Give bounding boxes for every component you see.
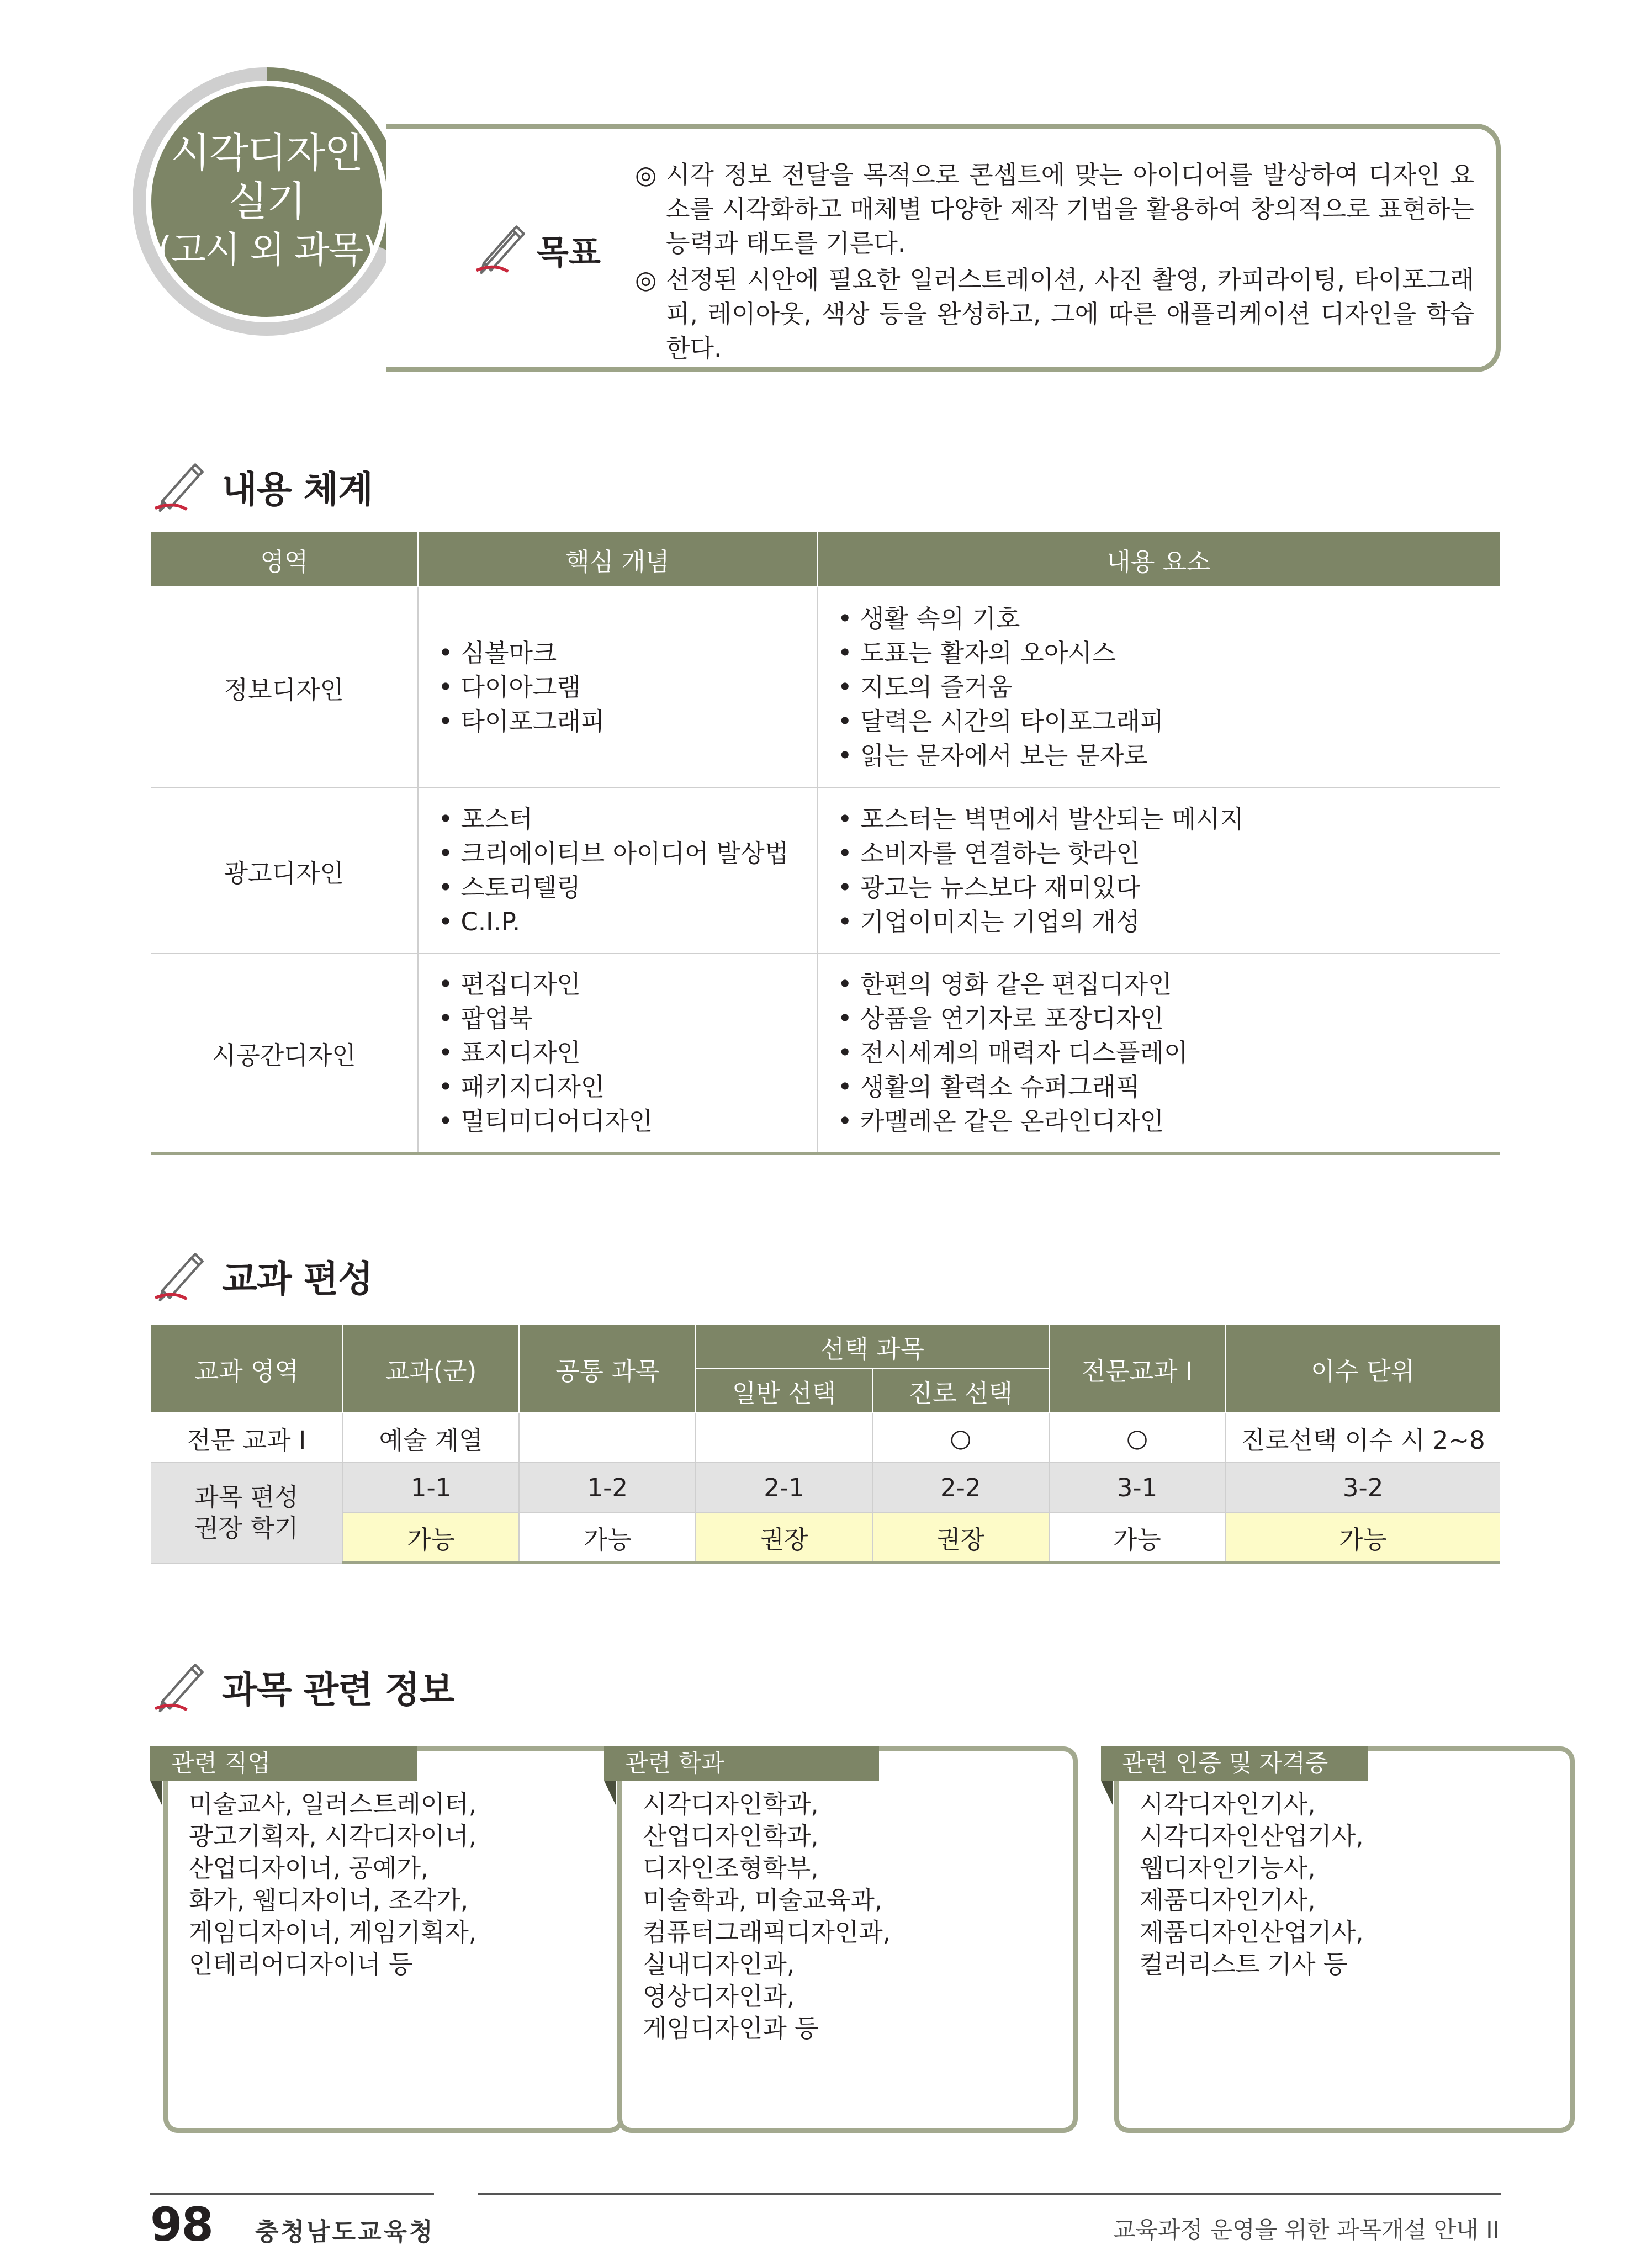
concept-item: • 스토리텔링 <box>438 871 817 905</box>
concepts-cell <box>418 954 817 1153</box>
area-cell: 정보디자인 <box>151 587 418 788</box>
footer-divider <box>478 2193 1501 2195</box>
pencil-icon <box>470 218 531 279</box>
concepts-cell <box>418 587 817 788</box>
goal-text-2: 선정된 시안에 필요한 일러스트레이션, 사진 촬영, 카피라이팅, 타이포그래피, 레이아웃, 색상 등을 완성하고, 그에 따른 애플리케이션 디자인을 학습한다. <box>666 265 1474 363</box>
concept-item: • 크리에이티브 아이디어 발상법 <box>438 836 817 871</box>
subject-title-line-3: (고시 외 과목) <box>157 229 376 271</box>
concept-item: • 심볼마크 <box>438 636 817 670</box>
recommend-label-line-2: 권장 학기 <box>194 1513 299 1543</box>
section-heading-content <box>149 456 373 517</box>
pencil-icon <box>149 1246 210 1306</box>
related-majors-box <box>604 1746 1077 2133</box>
section-heading-curriculum <box>149 1246 373 1306</box>
section-title: 내용 체계 <box>222 468 373 511</box>
section-title: 과목 관련 정보 <box>222 1669 454 1711</box>
goal-bullet: ◎ <box>635 265 657 294</box>
recommend-label-cell <box>151 1463 343 1563</box>
table-cell <box>519 1413 696 1463</box>
concepts-cell <box>418 788 817 954</box>
column-header: 선택 과목 <box>696 1325 1049 1369</box>
concept-item: • 패키지디자인 <box>438 1070 817 1104</box>
element-item: • 도표는 활자의 오아시스 <box>838 636 1500 670</box>
pencil-icon <box>149 456 210 517</box>
info-tab: 관련 학과 <box>604 1746 879 1781</box>
semester-cell: 2-2 <box>872 1463 1049 1512</box>
tab-fold <box>150 1781 162 1806</box>
page-number: 98 <box>150 2198 213 2252</box>
element-item: • 한편의 영화 같은 편집디자인 <box>838 967 1500 1002</box>
pencil-icon <box>149 1656 210 1717</box>
info-tab: 관련 직업 <box>150 1746 417 1781</box>
recommend-label-line-1: 과목 편성 <box>194 1482 299 1512</box>
table-header-row <box>151 532 1500 587</box>
element-item: • 생활의 활력소 슈퍼그래픽 <box>838 1070 1500 1104</box>
content-system-table <box>150 532 1501 1155</box>
goal-text-1: 시각 정보 전달을 목적으로 콘셉트에 맞는 아이디어를 발상하여 디자인 요소를 시각화하고 매체별 다양한 제작 기법을 활용하여 창의적으로 표현하는 능력과 태도를 기른다. <box>666 160 1474 258</box>
related-certificates-box <box>1101 1746 1574 2133</box>
column-header: 공통 과목 <box>519 1325 696 1413</box>
element-item: • 포스터는 벽면에서 발산되는 메시지 <box>838 802 1500 836</box>
info-text: 미술교사, 일러스트레이터, 광고기획자, 시각디자이너, 산업디자이너, 공예가, 화가, 웹디자이너, 조각가, 게임디자이너, 게임기획자, 인테리어디자이너 등 <box>189 1789 477 1979</box>
concept-item: • 편집디자인 <box>438 967 817 1002</box>
guide-title: 교육과정 운영을 위한 과목개설 안내 II <box>1113 2216 1500 2243</box>
availability-cell: 가능 <box>343 1512 520 1563</box>
area-cell: 시공간디자인 <box>151 954 418 1153</box>
table-cell <box>696 1413 872 1463</box>
semester-row <box>151 1463 1500 1512</box>
tab-fold <box>604 1781 616 1806</box>
element-item: • 상품을 연기자로 포장디자인 <box>838 1002 1500 1036</box>
curriculum-table <box>150 1324 1501 1564</box>
column-header: 내용 요소 <box>817 532 1500 587</box>
subject-title-line-2: 실기 <box>228 178 305 225</box>
element-item: • 전시세계의 매력자 디스플레이 <box>838 1036 1500 1070</box>
column-header: 영역 <box>151 532 418 587</box>
semester-cell: 3-1 <box>1049 1463 1226 1512</box>
concept-item: • 다이아그램 <box>438 670 817 705</box>
semester-cell: 3-2 <box>1225 1463 1500 1512</box>
table-row <box>151 587 1500 788</box>
table-cell: 예술 계열 <box>343 1413 520 1463</box>
column-header: 핵심 개념 <box>418 532 817 587</box>
concept-item: • 표지디자인 <box>438 1036 817 1070</box>
goal-item <box>635 263 1474 366</box>
element-item: • 소비자를 연결하는 핫라인 <box>838 836 1500 871</box>
table-row <box>151 954 1500 1153</box>
info-text: 시각디자인학과, 산업디자인학과, 디자인조형학부, 미술학과, 미술교육과, 컴퓨터그래픽디자인과, 실내디자인과, 영상디자인과, 게임디자인과 등 <box>643 1789 891 2043</box>
concept-item: • 타이포그래피 <box>438 705 817 739</box>
related-jobs-box <box>150 1746 623 2133</box>
element-item: • 지도의 즐거움 <box>838 670 1500 705</box>
table-row <box>151 1413 1500 1463</box>
availability-cell: 권장 <box>872 1512 1049 1563</box>
publisher-name: 충청남도교육청 <box>255 2218 435 2246</box>
table-cell: 전문 교과 I <box>151 1413 343 1463</box>
semester-cell: 1-1 <box>343 1463 520 1512</box>
table-cell: ○ <box>1049 1413 1226 1463</box>
goal-label: 목표 <box>537 234 601 272</box>
column-header: 진로 선택 <box>872 1369 1049 1413</box>
section-title: 교과 편성 <box>222 1258 373 1300</box>
element-item: • 달력은 시간의 타이포그래피 <box>838 705 1500 739</box>
tab-fold <box>1101 1781 1113 1806</box>
elements-cell <box>817 788 1500 954</box>
column-header: 교과 영역 <box>151 1325 343 1413</box>
section-heading-related <box>149 1656 454 1717</box>
availability-cell: 가능 <box>519 1512 696 1563</box>
column-header: 전문교과 I <box>1049 1325 1226 1413</box>
subject-title <box>146 81 388 322</box>
concept-item: • C.I.P. <box>438 905 817 939</box>
goal-bullet: ◎ <box>635 160 657 189</box>
column-header: 교과(군) <box>343 1325 520 1413</box>
subject-title-line-1: 시각디자인 <box>171 129 363 177</box>
info-text: 시각디자인기사, 시각디자인산업기사, 웹디자인기능사, 제품디자인기사, 제품디자인산업기사, 컬러리스트 기사 등 <box>1140 1789 1364 1979</box>
column-header: 일반 선택 <box>696 1369 872 1413</box>
elements-cell <box>817 954 1500 1153</box>
availability-cell: 가능 <box>1225 1512 1500 1563</box>
element-item: • 기업이미지는 기업의 개성 <box>838 905 1500 939</box>
element-item: • 카멜레온 같은 온라인디자인 <box>838 1104 1500 1139</box>
column-header: 이수 단위 <box>1225 1325 1500 1413</box>
goal-item <box>635 158 1474 261</box>
concept-item: • 멀티미디어디자인 <box>438 1104 817 1139</box>
concept-item: • 포스터 <box>438 802 817 836</box>
area-cell: 광고디자인 <box>151 788 418 954</box>
semester-cell: 2-1 <box>696 1463 872 1512</box>
availability-cell: 가능 <box>1049 1512 1226 1563</box>
semester-cell: 1-2 <box>519 1463 696 1512</box>
table-header-row <box>151 1325 1500 1369</box>
table-row <box>151 788 1500 954</box>
info-tab: 관련 인증 및 자격증 <box>1101 1746 1368 1781</box>
concept-item: • 팝업북 <box>438 1002 817 1036</box>
availability-cell: 권장 <box>696 1512 872 1563</box>
table-cell: ○ <box>872 1413 1049 1463</box>
elements-cell <box>817 587 1500 788</box>
availability-row <box>151 1512 1500 1563</box>
element-item: • 생활 속의 기호 <box>838 602 1500 636</box>
element-item: • 광고는 뉴스보다 재미있다 <box>838 871 1500 905</box>
footer-divider <box>150 2193 434 2195</box>
table-cell: 진로선택 이수 시 2~8 <box>1225 1413 1500 1463</box>
element-item: • 읽는 문자에서 보는 문자로 <box>838 739 1500 773</box>
goal-list <box>635 158 1474 366</box>
